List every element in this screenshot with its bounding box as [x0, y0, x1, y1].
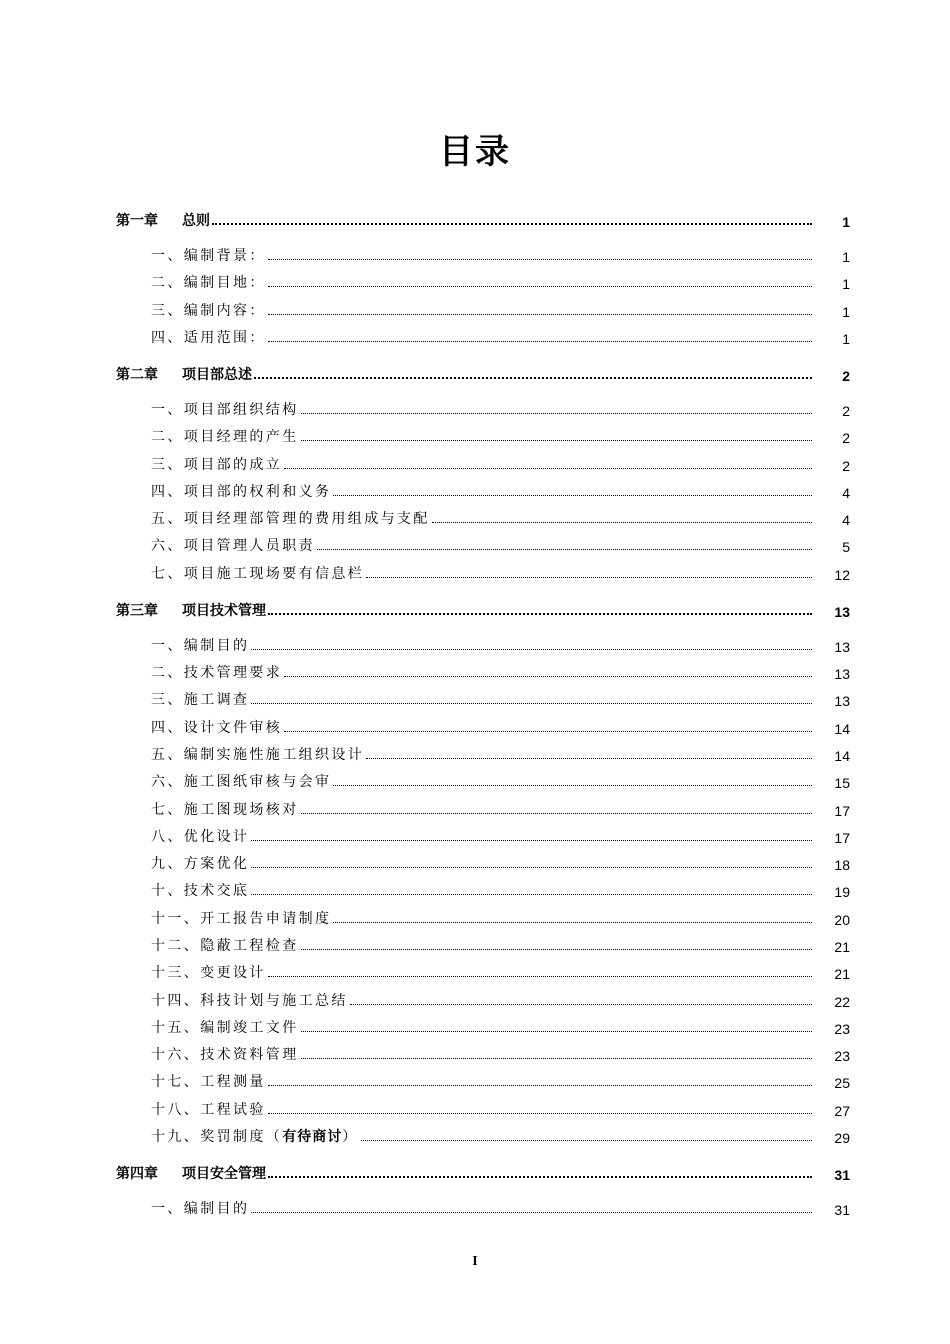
toc-section-entry[interactable] — [116, 452, 850, 474]
toc-dot-leader — [333, 921, 812, 923]
toc-section-entry[interactable] — [116, 397, 850, 419]
toc-section-title: 三、项目部的成立 — [151, 457, 283, 473]
toc-dot-leader — [301, 1057, 812, 1059]
toc-entry-label — [151, 689, 249, 709]
toc-section-title: 十九、奖罚制度（ — [151, 1129, 283, 1145]
toc-chapter-entry[interactable] — [116, 208, 850, 230]
toc-page-number: 15 — [834, 775, 850, 791]
toc-page-number: 12 — [834, 567, 850, 583]
toc-section-title: 三、施工调查 — [151, 692, 250, 708]
toc-entry-label — [151, 717, 282, 737]
toc-entry-label — [151, 935, 299, 955]
toc-dot-leader — [361, 1139, 812, 1141]
toc-entry-label — [151, 327, 266, 347]
toc-page-number: 14 — [834, 721, 850, 737]
toc-dot-leader — [317, 548, 812, 550]
toc-section-entry[interactable] — [116, 533, 850, 555]
toc-entry-label — [151, 563, 364, 583]
toc-section-title: 十七、工程测量 — [151, 1074, 266, 1090]
toc-page-number: 17 — [834, 830, 850, 846]
toc-section-entry[interactable] — [116, 906, 850, 928]
toc-entry-label — [151, 1099, 266, 1119]
toc-chapter-title: 项目部总述 — [182, 367, 252, 383]
toc-entry-label — [151, 662, 282, 682]
toc-section-entry[interactable] — [116, 243, 850, 265]
toc-section-entry[interactable] — [116, 851, 850, 873]
toc-dot-leader — [268, 612, 812, 615]
toc-entry-label — [151, 635, 249, 655]
toc-page-number: 4 — [842, 485, 850, 501]
toc-section-entry[interactable] — [116, 1097, 850, 1119]
toc-section-title: 三、编制内容： — [151, 303, 266, 319]
toc-entry-label — [116, 600, 266, 620]
toc-page-number: 23 — [834, 1048, 850, 1064]
toc-section-title: 十五、编制竣工文件 — [151, 1020, 299, 1036]
toc-section-entry[interactable] — [116, 797, 850, 819]
toc-dot-leader — [268, 1175, 812, 1178]
toc-dot-leader — [333, 494, 812, 496]
toc-page-number: 13 — [834, 639, 850, 655]
toc-entry-label — [151, 272, 266, 292]
toc-page-number: 5 — [842, 539, 850, 555]
toc-section-entry[interactable] — [116, 933, 850, 955]
toc-page-number: 2 — [842, 458, 850, 474]
toc-dot-leader — [268, 1084, 812, 1086]
toc-section-title: 一、项目部组织结构 — [151, 402, 299, 418]
page-number-footer: I — [472, 1254, 478, 1269]
toc-dot-leader — [268, 258, 812, 260]
toc-section-title: 四、设计文件审核 — [151, 720, 283, 736]
toc-dot-leader — [366, 576, 812, 578]
toc-section-title: 二、项目经理的产生 — [151, 429, 299, 445]
toc-entry-label — [151, 908, 331, 928]
toc-dot-leader — [301, 1030, 812, 1032]
toc-section-entry[interactable] — [116, 742, 850, 764]
toc-section-title: 八、优化设计 — [151, 829, 250, 845]
toc-dot-leader — [212, 222, 812, 225]
toc-section-entry[interactable] — [116, 1124, 850, 1146]
toc-page-number: 2 — [842, 403, 850, 419]
toc-dot-leader — [333, 784, 812, 786]
toc-section-entry[interactable] — [116, 298, 850, 320]
toc-section-entry[interactable] — [116, 988, 850, 1010]
toc-chapter-entry[interactable] — [116, 362, 850, 384]
toc-section-entry[interactable] — [116, 1042, 850, 1064]
toc-section-entry[interactable] — [116, 1069, 850, 1091]
toc-page-number: 31 — [834, 1167, 850, 1183]
toc-page-number: 13 — [834, 693, 850, 709]
toc-section-title: 七、施工图现场核对 — [151, 802, 299, 818]
toc-section-title: 十四、科技计划与施工总结 — [151, 993, 348, 1009]
toc-chapter-title: 项目安全管理 — [182, 1166, 266, 1182]
toc-chapter-title: 总则 — [182, 213, 210, 229]
toc-section-title: 十一、开工报告申请制度 — [151, 911, 332, 927]
toc-chapter-number: 第三章 — [116, 603, 158, 619]
toc-section-entry[interactable] — [116, 715, 850, 737]
toc-section-entry[interactable] — [116, 824, 850, 846]
toc-entry-label — [151, 880, 249, 900]
toc-section-entry[interactable] — [116, 878, 850, 900]
toc-page-number: 1 — [842, 214, 850, 230]
toc-dot-leader — [251, 702, 812, 704]
toc-page-number: 13 — [834, 604, 850, 620]
toc-page-number: 2 — [842, 368, 850, 384]
toc-entry-label — [151, 771, 331, 791]
toc-dot-leader — [268, 1112, 812, 1114]
toc-page-number: 1 — [842, 304, 850, 320]
toc-entry-label — [151, 508, 430, 528]
toc-section-title: 十三、变更设计 — [151, 965, 266, 981]
toc-dot-leader — [284, 467, 812, 469]
toc-dot-leader — [251, 893, 812, 895]
toc-page-number: 27 — [834, 1103, 850, 1119]
toc-dot-leader — [432, 521, 812, 523]
toc-dot-leader — [350, 1003, 812, 1005]
toc-dot-leader — [301, 948, 812, 950]
toc-page-number: 21 — [834, 939, 850, 955]
toc-entry-label — [151, 744, 364, 764]
toc-page-number: 29 — [834, 1130, 850, 1146]
toc-dot-leader — [251, 866, 812, 868]
toc-page-number: 20 — [834, 912, 850, 928]
toc-section-title: 二、技术管理要求 — [151, 665, 283, 681]
toc-section-title: 四、项目部的权利和义务 — [151, 484, 332, 500]
toc-section-entry[interactable] — [116, 561, 850, 583]
toc-dot-leader — [366, 757, 812, 759]
toc-chapter-number: 第二章 — [116, 367, 158, 383]
page-title: 目录 — [439, 132, 511, 172]
toc-dot-leader — [268, 313, 812, 315]
toc-section-title: 五、编制实施性施工组织设计 — [151, 747, 365, 763]
toc-section-title: 一、编制目的 — [151, 638, 250, 654]
toc-dot-leader — [251, 648, 812, 650]
toc-section-entry[interactable] — [116, 506, 850, 528]
toc-section-entry[interactable] — [116, 325, 850, 347]
toc-entry-label — [151, 1017, 299, 1037]
toc-page-number: 13 — [834, 666, 850, 682]
toc-section-title: 十、技术交底 — [151, 883, 250, 899]
toc-dot-leader — [284, 730, 812, 732]
toc-section-title-emphasis: 有待商讨 — [282, 1129, 343, 1145]
toc-dot-leader — [268, 340, 812, 342]
toc-section-title: 五、项目经理部管理的费用组成与支配 — [151, 511, 430, 527]
toc-section-entry[interactable] — [116, 687, 850, 709]
toc-page-number: 1 — [842, 276, 850, 292]
toc-section-entry[interactable] — [116, 424, 850, 446]
toc-page-number: 25 — [834, 1075, 850, 1091]
toc-chapter-entry[interactable] — [116, 598, 850, 620]
toc-entry-label — [151, 1071, 266, 1091]
toc-section-title: 一、编制背景： — [151, 248, 266, 264]
toc-section-entry[interactable] — [116, 1015, 850, 1037]
toc-section-entry[interactable] — [116, 960, 850, 982]
toc-page-number: 2 — [842, 430, 850, 446]
toc-entry-label — [151, 399, 299, 419]
toc-dot-leader — [268, 975, 812, 977]
toc-page-number: 22 — [834, 994, 850, 1010]
toc-entry-label — [151, 245, 266, 265]
toc-entry-label — [151, 1198, 249, 1218]
toc-dot-leader — [301, 412, 812, 414]
toc-section-entry[interactable] — [116, 769, 850, 791]
toc-dot-leader — [268, 285, 812, 287]
toc-entry-label — [151, 826, 249, 846]
toc-section-title: 十六、技术资料管理 — [151, 1047, 299, 1063]
toc-page-number: 18 — [834, 857, 850, 873]
toc-section-title: 二、编制目地： — [151, 275, 266, 291]
toc-section-title: 七、项目施工现场要有信息栏 — [151, 566, 365, 582]
toc-entry-label — [116, 1163, 266, 1183]
toc-page-number: 21 — [834, 966, 850, 982]
toc-section-title-suffix: ） — [342, 1129, 359, 1145]
toc-entry-label — [116, 210, 210, 230]
toc-section-entry[interactable] — [116, 660, 850, 682]
toc-entry-label — [151, 300, 266, 320]
toc-entry-label — [151, 962, 266, 982]
toc-entry-label — [151, 853, 249, 873]
toc-page-number: 23 — [834, 1021, 850, 1037]
toc-entry-label — [116, 364, 252, 384]
toc-dot-leader — [301, 439, 812, 441]
toc-chapter-number: 第四章 — [116, 1166, 158, 1182]
toc-chapter-title: 项目技术管理 — [182, 603, 266, 619]
toc-page-number: 1 — [842, 249, 850, 265]
toc-chapter-number: 第一章 — [116, 213, 158, 229]
toc-section-title: 四、适用范围： — [151, 330, 266, 346]
toc-section-title: 十八、工程试验 — [151, 1102, 266, 1118]
toc-page-number: 17 — [834, 803, 850, 819]
toc-page-number: 1 — [842, 331, 850, 347]
toc-entry-label — [151, 1126, 359, 1146]
toc-section-entry[interactable] — [116, 479, 850, 501]
toc-section-entry[interactable] — [116, 270, 850, 292]
toc-dot-leader — [254, 376, 812, 379]
toc-entry-label — [151, 799, 299, 819]
toc-dot-leader — [251, 1211, 812, 1213]
toc-section-entry[interactable] — [116, 633, 850, 655]
toc-dot-leader — [301, 812, 812, 814]
toc-page-number: 14 — [834, 748, 850, 764]
toc-page-number: 31 — [834, 1202, 850, 1218]
toc-section-title: 十二、隐蔽工程检查 — [151, 938, 299, 954]
toc-section-title: 九、方案优化 — [151, 856, 250, 872]
toc-page-number: 4 — [842, 512, 850, 528]
toc-dot-leader — [251, 839, 812, 841]
toc-entry-label — [151, 990, 348, 1010]
toc-entry-label — [151, 426, 299, 446]
toc-section-title: 六、项目管理人员职责 — [151, 538, 315, 554]
toc-entry-label — [151, 481, 331, 501]
toc-chapter-entry[interactable] — [116, 1161, 850, 1183]
toc-entry-label — [151, 1044, 299, 1064]
toc-section-title: 六、施工图纸审核与会审 — [151, 774, 332, 790]
toc-entry-label — [151, 454, 282, 474]
toc-page-number: 19 — [834, 884, 850, 900]
toc-section-title: 一、编制目的 — [151, 1201, 250, 1217]
toc-dot-leader — [284, 675, 812, 677]
toc-entry-label — [151, 535, 315, 555]
toc-section-entry[interactable] — [116, 1196, 850, 1218]
